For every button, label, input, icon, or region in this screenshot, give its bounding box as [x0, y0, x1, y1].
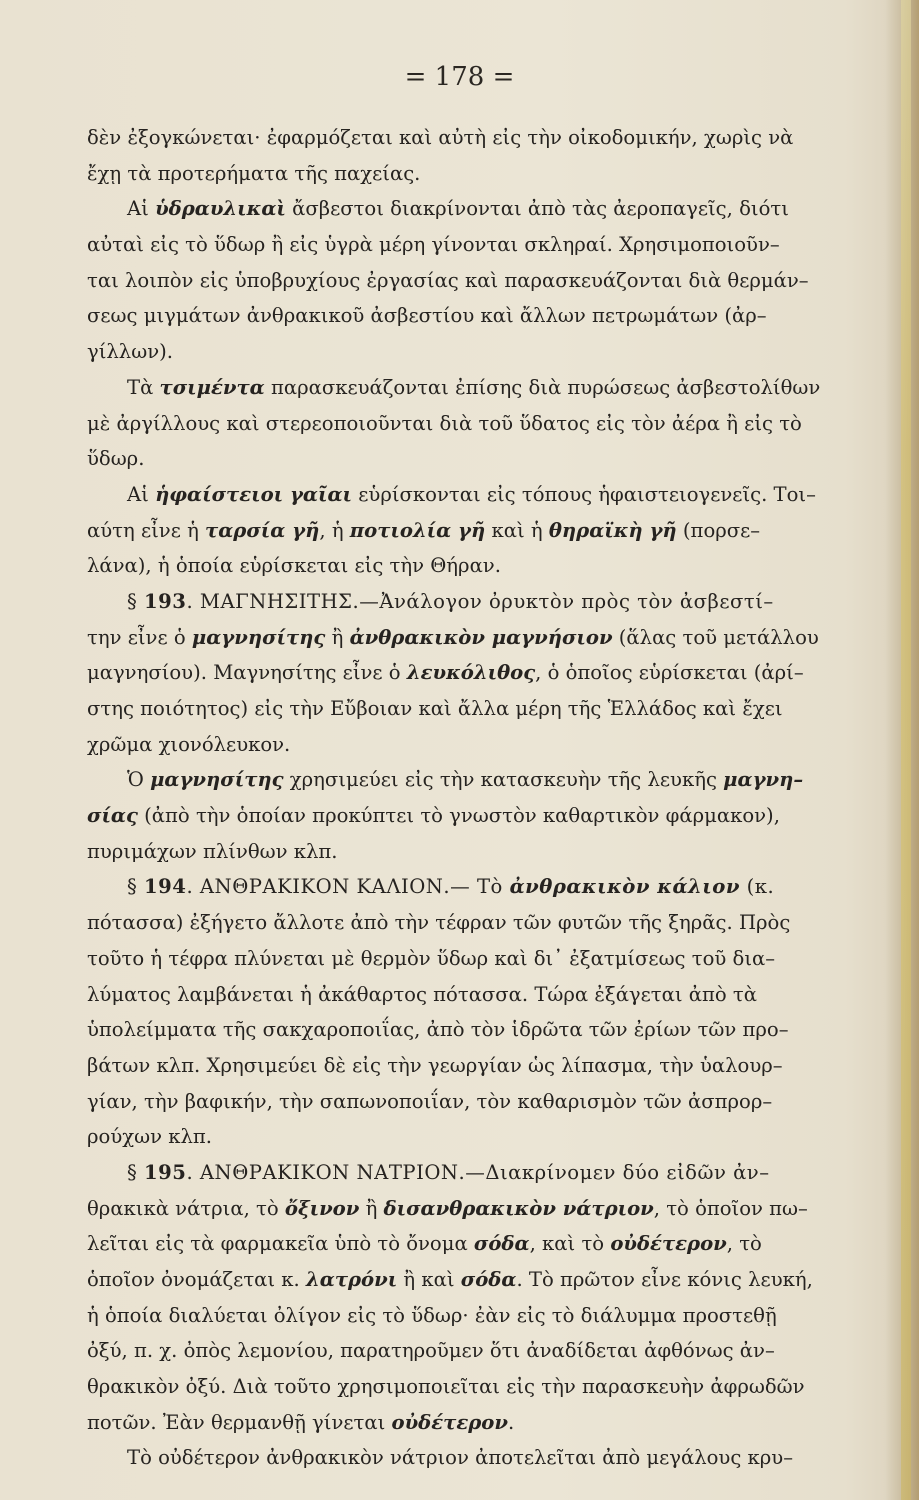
text-line — [87, 120, 865, 156]
text-run: , καὶ τὸ — [529, 1232, 611, 1256]
text-line — [87, 1440, 865, 1476]
page-number: = 178 = — [404, 62, 515, 92]
text-run: . ΜΑΓΝΗΣΙΤΗΣ.—Ἀνάλογον ὀρυκτὸν πρὸς τὸν ἀσβεστί– — [186, 589, 774, 613]
emphasis-term: ὄξινον — [284, 1196, 360, 1220]
text-run: λύματος λαμβάνεται ἡ ἀκάθαρτος πότασσα. Τώρα ἐξάγεται ἀπὸ τὰ — [87, 982, 757, 1006]
text-run: ὑπολείμματα τῆς σακχαροποιΐας, ἀπὸ τὸν ἱδρῶτα τῶν ἐρίων τῶν προ– — [87, 1018, 789, 1042]
text-line — [87, 1119, 865, 1155]
text-run: (κ. — [739, 875, 775, 899]
text-run: χρησιμεύει εἰς τὴν κατασκευὴν τῆς λευκῆς — [283, 768, 724, 792]
text-run: . Τὸ πρῶτον εἶνε κόνις λευκή, — [516, 1268, 813, 1291]
text-run: ὁποῖον ὀνομάζεται κ. — [87, 1268, 307, 1291]
text-line — [87, 1405, 865, 1441]
text-line — [87, 191, 865, 227]
text-run: ἢ — [359, 1196, 384, 1220]
text-run: ἡ ὁποία διαλύεται ὀλίγον εἰς τὸ ὕδωρ· ἐὰν εἰς τὸ διάλυμμα προστεθῇ — [87, 1303, 777, 1327]
text-run: . ΑΝΘΡΑΚΙΚΟΝ ΝΑΤΡΙΟΝ.—Διακρίνομεν δύο εἰδῶν ἀν– — [186, 1160, 770, 1184]
text-run: ὕδωρ. — [87, 447, 145, 471]
emphasis-term: δισανθρακικὸν νάτριον — [383, 1196, 654, 1220]
text-line — [87, 1084, 865, 1120]
section-number: 193 — [144, 589, 187, 613]
page-edge-tint — [901, 0, 911, 1500]
text-line — [87, 298, 865, 334]
emphasis-term: ἡφαίστειοι γαῖαι — [155, 482, 353, 506]
text-run: χρῶμα χιονόλευκον. — [87, 732, 291, 756]
section-number: 194 — [144, 875, 187, 899]
text-line — [87, 548, 865, 584]
text-run: πυριμάχων πλίνθων κλπ. — [87, 839, 338, 863]
text-line — [87, 441, 865, 477]
text-run: . ΑΝΘΡΑΚΙΚΟΝ ΚΑΛΙΟΝ.— Τὸ — [186, 875, 510, 899]
text-run: ὀξύ, π. χ. ὀπὸς λεμονίου, παρατηροῦμεν ὅτι ἀναδίδεται ἀφθόνως ἀν– — [87, 1339, 775, 1363]
text-line — [87, 227, 865, 263]
section-heading-193 — [87, 584, 865, 620]
text-run: παρασκευάζονται ἐπίσης διὰ πυρώσεως ἀσβεστολίθων — [264, 375, 821, 399]
text-line — [87, 1298, 865, 1334]
emphasis-term: μαγνησίτης — [191, 625, 326, 649]
emphasis-term: λατρόνι — [306, 1268, 398, 1291]
text-run: , τὸ ὁποῖον πω– — [653, 1196, 808, 1220]
text-run: καὶ ἡ — [485, 518, 549, 542]
text-run: ἢ καὶ — [397, 1268, 461, 1291]
emphasis-term: σίας — [87, 804, 138, 828]
text-run: μὲ ἀργίλλους καὶ στερεοποιοῦνται διὰ τοῦ ὕδατος εἰς τὸν ἀέρα ἢ εἰς τὸ — [87, 411, 802, 435]
text-run: δὲν ἐξογκώνεται· ἐφαρμόζεται καὶ αὐτὴ εἰς τὴν οἰκοδομικήν, χωρὶς νὰ — [87, 126, 794, 149]
text-run: μαγνησίου). Μαγνησίτης εἶνε ὁ — [87, 661, 407, 685]
text-run: § — [127, 589, 145, 613]
text-line — [87, 977, 865, 1013]
text-line — [87, 370, 865, 406]
text-run: Ὁ — [127, 768, 151, 792]
text-run: πότασσα) ἐξήγετο ἄλλοτε ἀπὸ τὴν τέφραν τῶν φυτῶν τῆς ξηρᾶς. Πρὸς — [87, 911, 791, 935]
body-text — [87, 120, 865, 1476]
text-run: § — [127, 875, 145, 899]
text-run: ἔχῃ τὰ προτερήματα τῆς παχείας. — [87, 161, 421, 185]
emphasis-term: οὐδέτερον — [391, 1410, 508, 1434]
text-run: αὐταὶ εἰς τὸ ὕδωρ ἢ εἰς ὑγρὰ μέρη γίνονται σκληραί. Χρησιμοποιοῦν– — [87, 233, 780, 257]
text-line — [87, 1012, 865, 1048]
text-run: (ἀπὸ τὴν ὁποίαν προκύπτει τὸ γνωστὸν καθαρτικὸν φάρμακον), — [137, 804, 780, 828]
text-line — [87, 334, 865, 370]
text-line — [87, 477, 865, 513]
text-run: Αἱ — [127, 482, 156, 506]
text-run: θρακικὸν ὀξύ. Διὰ τοῦτο χρησιμοποιεῖται εἰς τὴν παρασκευὴν ἀφρωδῶν — [87, 1375, 805, 1399]
text-line — [87, 156, 865, 192]
text-line — [87, 905, 865, 941]
text-run: Αἱ — [127, 197, 156, 221]
emphasis-term: ταρσία γῆ — [205, 518, 320, 542]
text-run: γίαν, τὴν βαφικήν, τὴν σαπωνοποιΐαν, τὸν καθαρισμὸν τῶν ἀσπρορ– — [87, 1089, 773, 1113]
section-heading-194 — [87, 869, 865, 905]
emphasis-term: τσιμέντα — [159, 375, 265, 399]
emphasis-term: μαγνησίτης — [150, 768, 284, 792]
text-line — [87, 1191, 865, 1227]
text-line — [87, 1226, 865, 1262]
text-run: στης ποιότητος) εἰς τὴν Εὔβοιαν καὶ ἄλλα μέρη τῆς Ἑλλάδος καὶ ἔχει — [87, 697, 783, 720]
text-run: ἢ — [325, 625, 350, 649]
text-run: , ἡ — [319, 518, 350, 542]
text-line — [87, 1048, 865, 1084]
text-line — [87, 655, 865, 691]
emphasis-term: ἀνθρακικὸν μαγνήσιον — [349, 625, 613, 649]
text-run: σεως μιγμάτων ἀνθρακικοῦ ἀσβεστίου καὶ ἄλλων πετρωμάτων (ἀρ– — [87, 304, 767, 328]
text-run: θρακικὰ νάτρια, τὸ — [87, 1196, 285, 1220]
text-run: ποτῶν. Ἐὰν θερμανθῇ γίνεται — [87, 1410, 392, 1434]
emphasis-term: θηραϊκὴ γῆ — [548, 518, 677, 542]
section-number: 195 — [144, 1160, 187, 1184]
emphasis-term: ὑδραυλικαὶ — [155, 197, 286, 221]
text-line — [87, 834, 865, 870]
emphasis-term: μαγνη– — [723, 768, 804, 792]
text-line — [87, 620, 865, 656]
text-run: λάνα), ἡ ὁποία εὑρίσκεται εἰς τὴν Θήραν. — [87, 554, 501, 578]
section-heading-195 — [87, 1155, 865, 1191]
emphasis-term: σόδα — [460, 1268, 517, 1291]
text-run: ρούχων κλπ. — [87, 1125, 212, 1149]
text-line — [87, 727, 865, 763]
text-line — [87, 263, 865, 299]
text-run: ται λοιπὸν εἰς ὑποβρυχίους ἐργασίας καὶ παρασκευάζονται διὰ θερμάν– — [87, 268, 809, 292]
text-line — [87, 406, 865, 442]
text-run: (πορσε– — [676, 518, 761, 542]
text-run: εὑρίσκονται εἰς τόπους ἡφαιστειογενεῖς. Τοι– — [352, 482, 816, 506]
text-line — [87, 941, 865, 977]
text-run: βάτων κλπ. Χρησιμεύει δὲ εἰς τὴν γεωργίαν ὡς λίπασμα, τὴν ὑαλουρ– — [87, 1053, 783, 1077]
text-line — [87, 798, 865, 834]
text-run: (ἅλας τοῦ μετάλλου — [612, 625, 819, 649]
emphasis-term: σόδα — [473, 1232, 530, 1256]
text-run: ἄσβεστοι διακρίνονται ἀπὸ τὰς ἀεροπαγεῖς, διότι — [285, 197, 789, 221]
emphasis-term: λευκόλιθος — [406, 661, 536, 685]
text-run: Τὸ οὐδέτερον ἀνθρακικὸν νάτριον ἀποτελεῖται ἀπὸ μεγάλους κρυ– — [127, 1446, 794, 1470]
text-line — [87, 691, 865, 727]
emphasis-term: ἀνθρακικὸν κάλιον — [509, 875, 740, 899]
text-run: λεῖται εἰς τὰ φαρμακεῖα ὑπὸ τὸ ὄνομα — [87, 1232, 474, 1256]
emphasis-term: οὐδέτερον — [610, 1232, 727, 1256]
text-line — [87, 1369, 865, 1405]
text-line — [87, 1262, 865, 1298]
text-line — [87, 1333, 865, 1369]
text-run: . — [507, 1410, 515, 1434]
text-line — [87, 762, 865, 798]
text-run: την εἶνε ὁ — [87, 625, 192, 649]
text-run: Τὰ — [127, 375, 160, 399]
text-run: , τὸ — [726, 1232, 762, 1256]
text-run: γίλλων). — [87, 340, 173, 364]
emphasis-term: ποτιολία γῆ — [349, 518, 486, 542]
text-run: , ὁ ὁποῖος εὑρίσκεται (ἀρί– — [535, 661, 804, 685]
text-run: τοῦτο ἡ τέφρα πλύνεται μὲ θερμὸν ὕδωρ καὶ δι᾽ ἐξατμίσεως τοῦ δια– — [87, 946, 776, 970]
text-run: § — [127, 1160, 145, 1184]
text-run: αύτη εἶνε ἡ — [87, 518, 206, 542]
text-line — [87, 513, 865, 549]
